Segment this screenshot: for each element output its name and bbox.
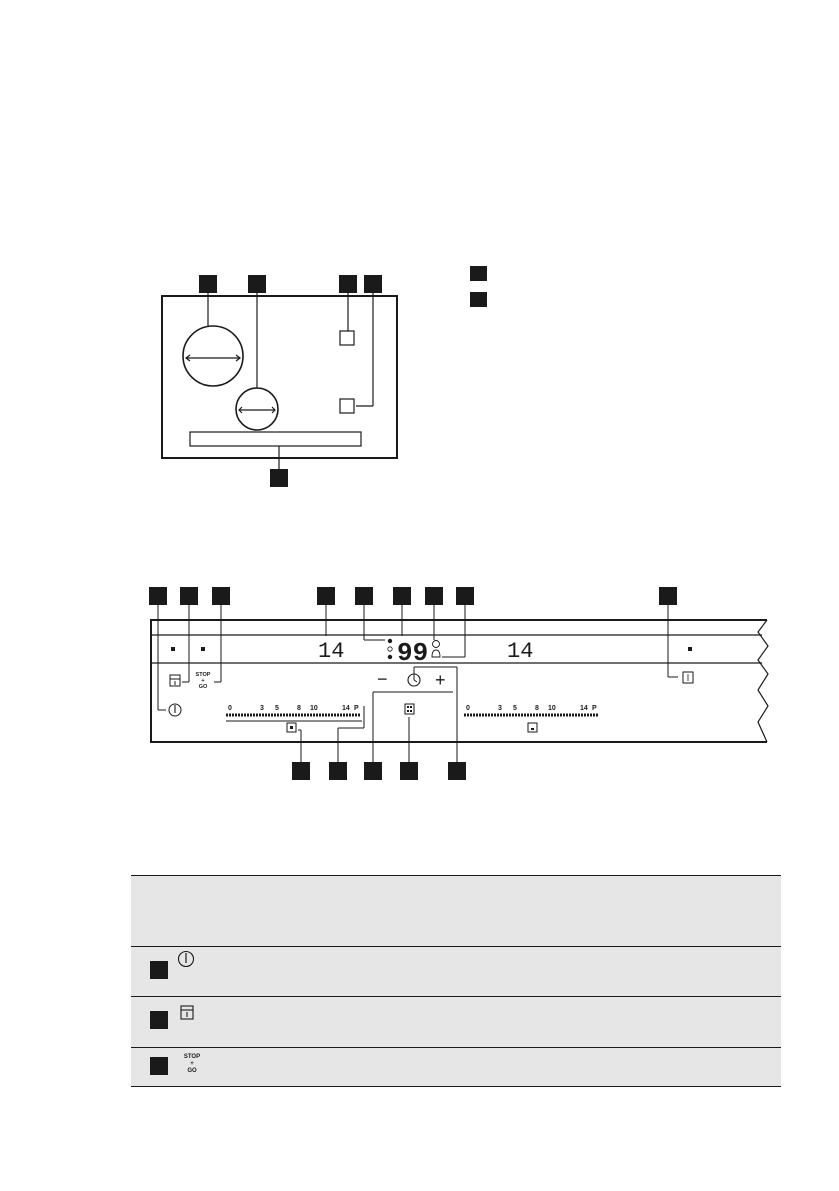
right-zone-icon <box>528 723 537 732</box>
callout-box <box>149 587 167 605</box>
control-panel-strip <box>190 432 361 446</box>
stop-go-line2: GO <box>187 1068 197 1074</box>
large-cooking-zone <box>183 326 243 386</box>
bridge-icon[interactable] <box>683 672 693 683</box>
power-icon[interactable] <box>169 704 181 716</box>
stop-go-icon <box>180 1054 204 1075</box>
display-dot <box>201 647 205 651</box>
timer-minus-button[interactable]: − <box>377 669 388 689</box>
table-row <box>131 997 781 1048</box>
scale-label: 8 <box>535 705 539 712</box>
timer-display: 99 <box>397 638 429 668</box>
stop-go-plus: + <box>201 678 205 684</box>
callout-box <box>470 266 487 281</box>
timer-indicator-dot <box>388 647 392 651</box>
callout-box <box>339 275 357 293</box>
scale-label: 5 <box>513 705 517 712</box>
callout-box <box>317 587 335 605</box>
left-power-slider[interactable] <box>226 705 362 721</box>
callout-box <box>199 275 217 293</box>
scale-label: P <box>592 705 597 712</box>
callout-box <box>425 587 443 605</box>
callout-box <box>448 762 466 780</box>
display-dot <box>171 647 175 651</box>
callout-box <box>364 275 382 293</box>
scale-label: 0 <box>228 705 232 712</box>
stop-go-line2: GO <box>198 684 208 690</box>
right-power-display: 14 <box>507 639 534 664</box>
callout-box <box>212 587 230 605</box>
scale-label: 14 <box>342 705 350 712</box>
callout-box <box>248 275 266 293</box>
callout-box <box>659 587 677 605</box>
callout-box <box>270 469 288 487</box>
lock-icon[interactable] <box>170 675 180 686</box>
scale-label: 10 <box>548 705 556 712</box>
stop-go-button[interactable] <box>196 672 211 690</box>
right-power-slider[interactable] <box>464 705 598 715</box>
table-row <box>131 947 781 997</box>
timer-plus-button[interactable]: + <box>435 670 446 690</box>
callout-box <box>456 587 474 605</box>
display-dot <box>688 647 692 651</box>
scale-label: 8 <box>297 705 301 712</box>
table-row <box>131 1048 781 1087</box>
callout-box <box>355 587 373 605</box>
scale-label: 10 <box>310 705 318 712</box>
scale-label: 5 <box>275 705 279 712</box>
scale-label: 3 <box>260 705 264 712</box>
stop-go-plus: + <box>190 1061 194 1067</box>
callout-box <box>364 762 382 780</box>
indicator-square <box>340 399 354 413</box>
lock-icon <box>176 997 206 1027</box>
callout-box <box>292 762 310 780</box>
scale-label: P <box>354 705 359 712</box>
callout-box <box>150 1057 168 1075</box>
scale-label: 14 <box>580 705 588 712</box>
bell-icon <box>432 650 440 657</box>
indicator-square <box>340 331 354 345</box>
callout-box <box>329 762 347 780</box>
stop-go-line1: STOP <box>195 672 211 678</box>
auto-off-icon <box>433 641 440 648</box>
small-cooking-zone <box>236 388 278 430</box>
callout-box <box>400 762 418 780</box>
scale-label: 3 <box>498 705 502 712</box>
timer-indicator-dot <box>388 639 392 643</box>
scale-label: 0 <box>466 705 470 712</box>
callout-box <box>150 961 168 979</box>
control-panel-diagram <box>0 580 839 800</box>
left-power-display: 14 <box>318 639 345 664</box>
callout-box <box>150 1011 168 1029</box>
power-icon <box>176 947 206 977</box>
symbol-table <box>131 875 781 1087</box>
timer-indicator-dot <box>388 655 392 659</box>
stop-go-line1: STOP <box>183 1054 201 1060</box>
callout-box <box>180 587 198 605</box>
table-header-row <box>131 876 781 947</box>
cooking-surface-diagram <box>0 0 839 500</box>
callout-box <box>393 587 411 605</box>
callout-box <box>470 292 487 307</box>
dual-zone-icon[interactable] <box>405 704 414 714</box>
